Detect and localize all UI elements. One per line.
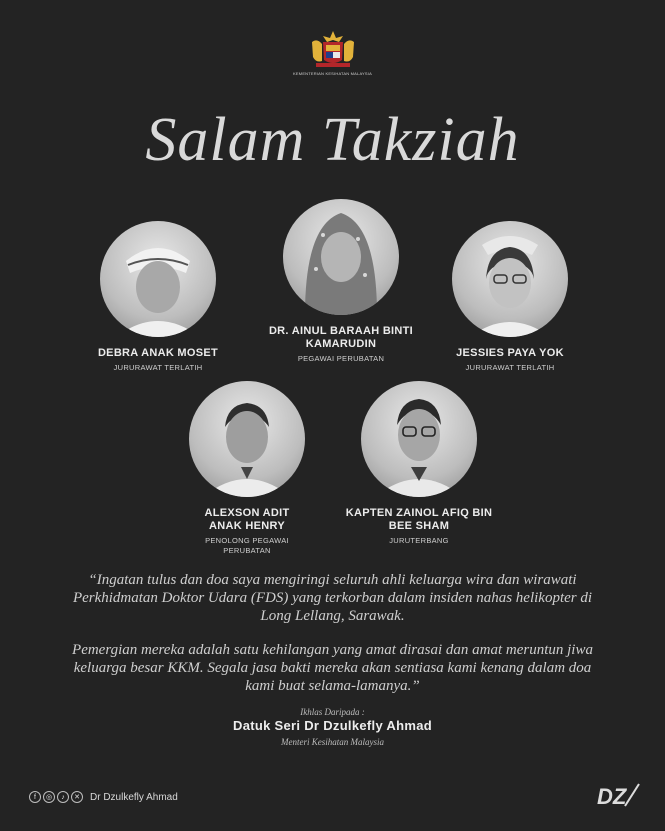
dz-logo-icon xyxy=(595,780,643,812)
facebook-icon[interactable]: f xyxy=(29,791,41,803)
person-name: KAPTEN ZAINOL AFIQ BIN BEE SHAM xyxy=(345,507,493,532)
dz-logo-text: DZ xyxy=(597,784,627,809)
hijab-portrait-icon xyxy=(283,199,399,315)
uniform-portrait-icon xyxy=(189,381,305,497)
signature-label: Ikhlas Daripada : xyxy=(300,707,365,717)
nurse-portrait-icon xyxy=(452,221,568,337)
person-card xyxy=(410,221,610,373)
message-paragraph: “Ingatan tulus dan doa saya mengiringi seluruh ahli keluarga wira dan wirawati Perkhidmatan Doktor Udara (FDS) yang terkorban dalam insiden nahas helikopter di Long Lellang, Sarawak. xyxy=(72,572,593,624)
signature-name: Datuk Seri Dr Dzulkefly Ahmad xyxy=(233,718,432,733)
person-card xyxy=(147,381,347,556)
person-role: PENOLONG PEGAWAI PERUBATAN xyxy=(205,536,289,555)
nurse-portrait-icon xyxy=(100,221,216,337)
person-role: JURUTERBANG xyxy=(389,536,449,545)
pilot-portrait-icon xyxy=(361,381,477,497)
ministry-crest xyxy=(0,30,665,76)
instagram-icon[interactable]: ◎ xyxy=(43,791,55,803)
person-name: DR. AINUL BARAAH BINTI KAMARUDIN xyxy=(268,325,414,350)
person-card xyxy=(58,221,258,373)
crest-caption: KEMENTERIAN KESIHATAN MALAYSIA xyxy=(293,71,372,76)
coat-of-arms-icon xyxy=(306,30,360,70)
x-icon[interactable]: ✕ xyxy=(71,791,83,803)
signature-title: Menteri Kesihatan Malaysia xyxy=(281,737,384,747)
person-name: DEBRA ANAK MOSET xyxy=(97,347,219,359)
person-name: ALEXSON ADIT ANAK HENRY xyxy=(204,507,290,532)
page-title: Salam Takziah xyxy=(145,106,520,174)
social-footer xyxy=(29,791,178,803)
person-role: JURURAWAT TERLATIH xyxy=(465,363,555,372)
person-name: JESSIES PAYA YOK xyxy=(456,347,564,359)
person-card xyxy=(319,381,519,546)
person-role: PEGAWAI PERUBATAN xyxy=(297,354,385,363)
dz-logo xyxy=(595,780,643,817)
person-role: JURURAWAT TERLATIH xyxy=(113,363,203,372)
tiktok-icon[interactable]: ♪ xyxy=(57,791,69,803)
message-paragraph: Pemergian mereka adalah satu kehilangan yang amat dirasai dan amat meruntun jiwa keluarga besar KKM. Segala jasa bakti mereka akan sentiasa kami kenang dalam doa kami buat selama-lamanya.” xyxy=(72,642,593,694)
social-handle: Dr Dzulkefly Ahmad xyxy=(90,791,178,803)
